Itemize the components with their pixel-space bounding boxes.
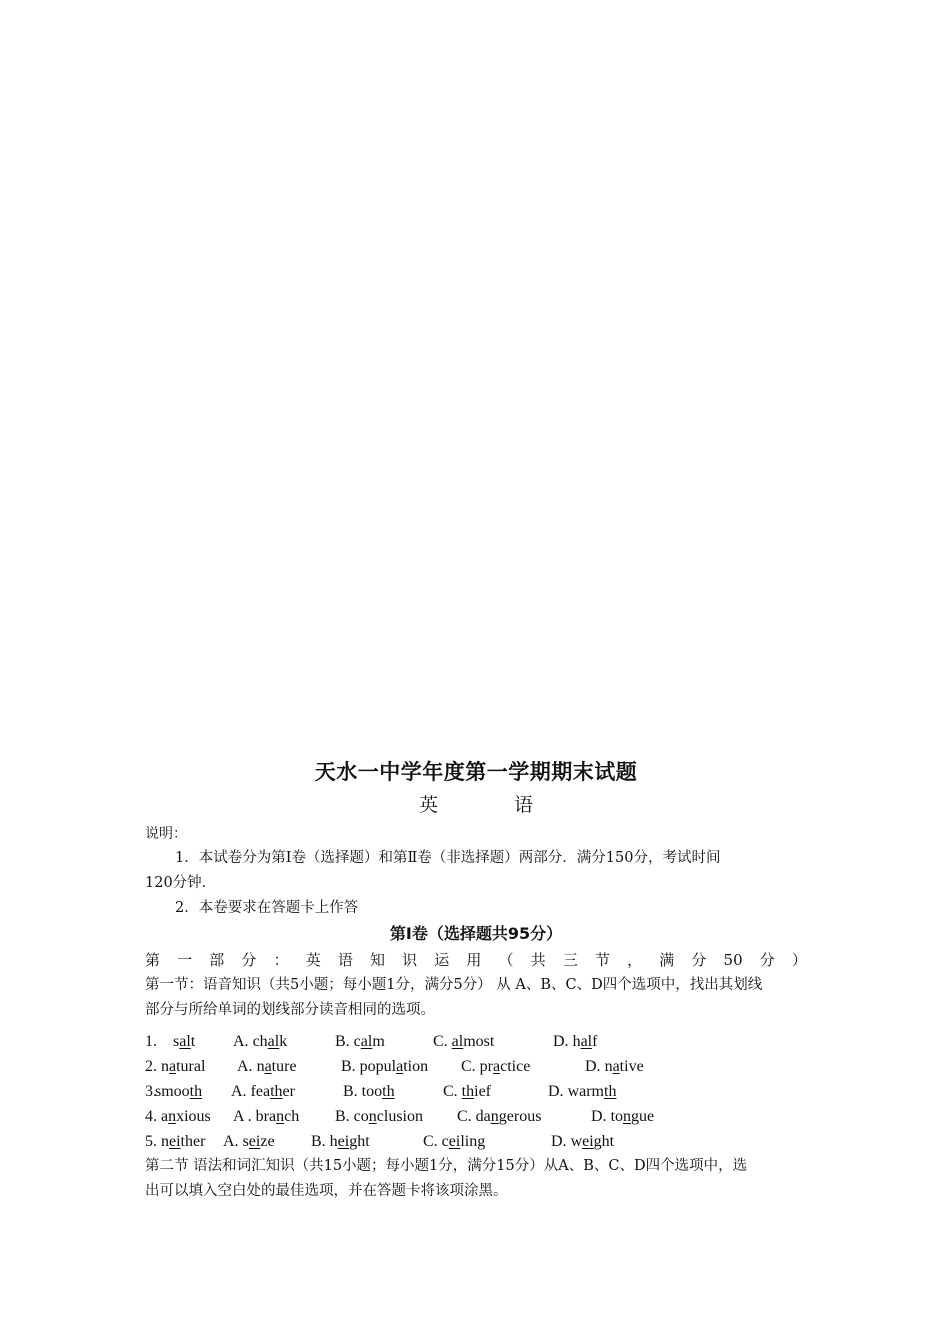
- sub-section-1-intro-line-2: 部分与所给单词的划线部分读音相同的选项。: [145, 1002, 435, 1018]
- question-stem-word: [161, 1104, 211, 1129]
- option-word-suffix: f: [592, 1033, 598, 1050]
- option-word-suffix: ctice: [500, 1058, 531, 1075]
- option-word-underlined: th: [382, 1083, 395, 1100]
- part-heading-char: 分: [759, 951, 775, 969]
- section-1-title: 第Ⅰ卷（选择题共95分）: [389, 924, 563, 943]
- stem-word-underlined: a: [169, 1058, 177, 1075]
- part-heading-char: 50: [723, 951, 743, 969]
- question-number: 4.: [145, 1108, 157, 1125]
- option-word-suffix: k: [279, 1033, 288, 1050]
- part-heading-char: 分: [241, 951, 257, 969]
- answer-option: [457, 1104, 541, 1129]
- option-word-suffix: ief: [474, 1083, 491, 1100]
- answer-option: [231, 1079, 295, 1104]
- option-word-prefix: c: [441, 1133, 449, 1150]
- option-word-underlined: th: [461, 1083, 475, 1100]
- option-word-prefix: c: [353, 1033, 361, 1050]
- option-word-underlined: ei: [448, 1133, 461, 1150]
- option-word-prefix: bra: [255, 1108, 277, 1125]
- stem-word-underlined: n: [168, 1108, 177, 1125]
- option-word-underlined: ei: [582, 1133, 594, 1150]
- option-word-underlined: al: [451, 1033, 464, 1050]
- option-label: B.: [335, 1108, 354, 1125]
- option-word-prefix: too: [361, 1083, 383, 1100]
- instruction-item-1-line-1: 1．本试卷分为第Ⅰ卷（选择题）和第Ⅱ卷（非选择题）两部分．满分150分，考试时间: [175, 850, 721, 866]
- question-stem-word: [155, 1079, 202, 1104]
- subject-char-2: 语: [514, 794, 534, 816]
- part-heading-char: 识: [402, 951, 418, 969]
- option-word-prefix: fea: [250, 1083, 271, 1100]
- answer-option: [343, 1079, 395, 1104]
- subject-char-1: 英: [418, 794, 438, 816]
- phonetics-question: [145, 1029, 807, 1054]
- option-label: C.: [433, 1033, 452, 1050]
- option-label: D.: [585, 1058, 605, 1075]
- part-1-heading: [145, 947, 807, 973]
- answer-option: [233, 1029, 287, 1054]
- option-label: B.: [341, 1058, 360, 1075]
- option-label: B.: [335, 1033, 354, 1050]
- option-word-suffix: ch: [284, 1108, 300, 1125]
- option-word-prefix: to: [610, 1108, 624, 1125]
- option-word-underlined: al: [267, 1033, 280, 1050]
- option-word-suffix: ze: [260, 1133, 275, 1150]
- option-word-prefix: n: [604, 1058, 613, 1075]
- option-label: A .: [233, 1108, 256, 1125]
- sub-section-2-intro-line-1: 第二节 语法和词汇知识（共15小题；每小题1分，满分15分）从A、B、C、D四个选项中，选: [145, 1158, 748, 1174]
- option-word-underlined: ei: [248, 1133, 261, 1150]
- option-word-suffix: ling: [460, 1133, 486, 1150]
- part-heading-char: ：: [273, 951, 289, 969]
- part-heading-char: 语: [337, 951, 353, 969]
- option-label: B.: [343, 1083, 362, 1100]
- answer-option: [341, 1054, 428, 1079]
- question-stem-word: [161, 1054, 205, 1079]
- question-number: 5.: [145, 1133, 157, 1150]
- option-word-underlined: n: [623, 1108, 632, 1125]
- option-label: A.: [231, 1083, 251, 1100]
- option-word-underlined: al: [580, 1033, 593, 1050]
- answer-option: [591, 1104, 654, 1129]
- answer-option: [335, 1029, 385, 1054]
- stem-word-suffix: tural: [176, 1058, 206, 1075]
- exam-subject: [145, 790, 807, 820]
- answer-option: [237, 1054, 297, 1079]
- option-word-prefix: h: [329, 1133, 338, 1150]
- answer-option: [335, 1104, 423, 1129]
- stem-word-prefix: n: [161, 1133, 169, 1150]
- question-number: 3.: [145, 1083, 157, 1100]
- option-word-suffix: er: [282, 1083, 295, 1100]
- part-heading-char: 节: [594, 951, 610, 969]
- option-label: C.: [423, 1133, 442, 1150]
- option-label: C.: [443, 1083, 462, 1100]
- option-word-suffix: ght: [349, 1133, 370, 1150]
- part-heading-char: 英: [305, 951, 321, 969]
- option-label: C.: [461, 1058, 480, 1075]
- option-word-underlined: th: [604, 1083, 617, 1100]
- answer-option: [585, 1054, 644, 1079]
- option-word-prefix: h: [572, 1033, 581, 1050]
- answer-option: [553, 1029, 597, 1054]
- option-word-underlined: a: [612, 1058, 620, 1075]
- option-word-prefix: n: [256, 1058, 265, 1075]
- question-stem-word: [161, 1129, 205, 1154]
- answer-option: [311, 1129, 370, 1154]
- option-label: A.: [237, 1058, 257, 1075]
- option-word-prefix: w: [570, 1133, 583, 1150]
- option-word-underlined: n: [368, 1108, 377, 1125]
- part-heading-char: 部: [209, 951, 225, 969]
- instruction-item-1-line-2: 120分钟.: [145, 875, 207, 891]
- part-heading-char: ，: [627, 951, 643, 969]
- stem-word-prefix: a: [161, 1108, 169, 1125]
- option-word-suffix: ght: [593, 1133, 615, 1150]
- stem-word-suffix: xious: [176, 1108, 211, 1125]
- phonetics-question: [145, 1079, 807, 1104]
- part-heading-char: 一: [177, 951, 193, 969]
- option-word-underlined: n: [490, 1108, 499, 1125]
- option-word-prefix: co: [353, 1108, 369, 1125]
- option-label: B.: [311, 1133, 330, 1150]
- answer-option: [233, 1104, 299, 1129]
- option-word-suffix: tion: [403, 1058, 429, 1075]
- stem-word-suffix: t: [190, 1033, 196, 1050]
- option-word-prefix: da: [475, 1108, 491, 1125]
- part-heading-char: ）: [791, 951, 807, 969]
- answer-option: [423, 1129, 485, 1154]
- stem-word-underlined: al: [179, 1033, 191, 1050]
- option-word-underlined: a: [493, 1058, 501, 1075]
- part-heading-char: 三: [562, 951, 578, 969]
- option-label: D.: [551, 1133, 571, 1150]
- part-heading-char: 共: [530, 951, 546, 969]
- option-label: D.: [591, 1108, 611, 1125]
- stem-word-prefix: smoo: [155, 1083, 190, 1100]
- exam-title: 天水一中学年度第一学期期末试题: [314, 760, 638, 784]
- option-word-suffix: most: [463, 1033, 495, 1050]
- stem-word-prefix: s: [173, 1033, 180, 1050]
- document-content: [145, 756, 807, 1204]
- question-number: 2.: [145, 1058, 157, 1075]
- option-word-underlined: al: [360, 1033, 373, 1050]
- option-word-underlined: n: [276, 1108, 285, 1125]
- option-word-suffix: gue: [631, 1108, 655, 1125]
- option-word-underlined: a: [396, 1058, 404, 1075]
- answer-option: [433, 1029, 494, 1054]
- stem-word-prefix: n: [161, 1058, 169, 1075]
- option-word-prefix: popul: [359, 1058, 397, 1075]
- phonetics-question: [145, 1054, 807, 1079]
- part-heading-char: （: [498, 951, 514, 969]
- answer-option: [443, 1079, 491, 1104]
- option-label: C.: [457, 1108, 476, 1125]
- question-number: 1.: [145, 1033, 157, 1050]
- option-word-prefix: ch: [252, 1033, 268, 1050]
- option-label: D.: [548, 1083, 568, 1100]
- phonetics-question: [145, 1104, 807, 1129]
- instruction-item-2: 2．本卷要求在答题卡上作答: [175, 900, 359, 916]
- part-heading-char: 第: [145, 951, 161, 969]
- option-word-prefix: pr: [479, 1058, 493, 1075]
- option-word-suffix: m: [372, 1033, 385, 1050]
- part-heading-char: 用: [466, 951, 482, 969]
- answer-option: [461, 1054, 530, 1079]
- part-heading-char: 满: [659, 951, 675, 969]
- option-word-underlined: ei: [337, 1133, 350, 1150]
- instructions-label: 说明：: [145, 826, 187, 842]
- phonetics-question: [145, 1129, 807, 1154]
- phonetics-question-list: [145, 1029, 807, 1154]
- option-word-suffix: clusion: [376, 1108, 423, 1125]
- option-word-suffix: ture: [271, 1058, 297, 1075]
- part-heading-char: 运: [434, 951, 450, 969]
- sub-section-1-intro-line-1: 第一节：语音知识（共5小题；每小题1分，满分5分） 从 A、B、C、D四个选项中，找出其划线: [145, 977, 763, 993]
- option-word-suffix: tive: [619, 1058, 644, 1075]
- part-heading-char: 知: [369, 951, 385, 969]
- answer-option: [551, 1129, 614, 1154]
- stem-word-suffix: ther: [180, 1133, 206, 1150]
- instruction-item-1: [145, 846, 807, 871]
- option-word-suffix: gerous: [498, 1108, 542, 1125]
- option-label: D.: [553, 1033, 573, 1050]
- option-word-underlined: th: [270, 1083, 283, 1100]
- part-heading-char: 分: [691, 951, 707, 969]
- option-word-prefix: warm: [567, 1083, 604, 1100]
- stem-word-underlined: ei: [169, 1133, 181, 1150]
- option-label: A.: [233, 1033, 253, 1050]
- option-word-underlined: a: [264, 1058, 272, 1075]
- stem-word-underlined: th: [189, 1083, 203, 1100]
- option-word-prefix: s: [242, 1133, 249, 1150]
- option-label: A.: [223, 1133, 243, 1150]
- sub-section-2-intro-line-2: 出可以填入空白处的最佳选项，并在答题卡将该项涂黑。: [145, 1183, 508, 1199]
- answer-option: [223, 1129, 275, 1154]
- answer-option: [548, 1079, 616, 1104]
- question-stem-word: [173, 1029, 195, 1054]
